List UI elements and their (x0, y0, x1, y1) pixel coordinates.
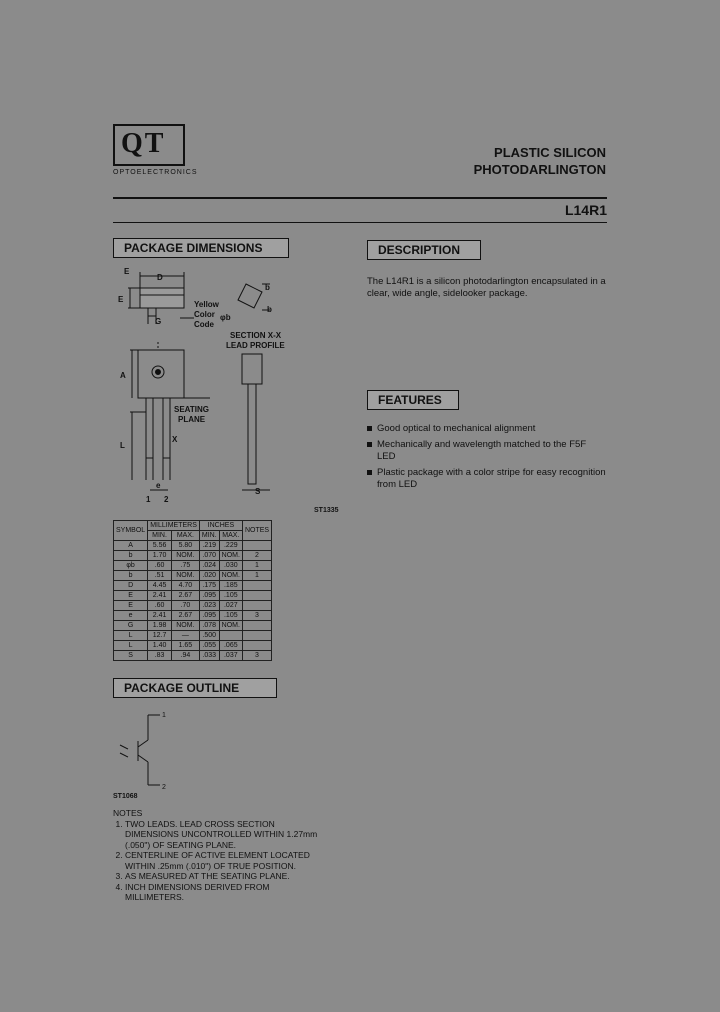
col-millimeters: MILLIMETERS (148, 521, 200, 531)
dim-label-e: e (156, 481, 161, 490)
table-cell: .105 (219, 611, 242, 621)
table-cell (242, 631, 271, 641)
col-inches: INCHES (199, 521, 242, 531)
table-cell: .030 (219, 561, 242, 571)
table-cell: b (114, 571, 148, 581)
header-rule (113, 197, 607, 199)
note-item: 2. CENTERLINE OF ACTIVE ELEMENT LOCATED WITHIN .25mm (.010") OF TRUE POSITION. (125, 850, 328, 871)
table-cell: NOM. (219, 571, 242, 581)
table-cell: 5.56 (148, 541, 172, 551)
table-cell: .105 (219, 591, 242, 601)
dim-label-phi-b: φb (220, 313, 231, 322)
table-cell: .70 (171, 601, 199, 611)
table-row (114, 651, 272, 661)
table-cell: .024 (199, 561, 219, 571)
table-row (114, 611, 272, 621)
sub-in-max: MAX. (219, 531, 242, 541)
table-cell: e (114, 611, 148, 621)
table-cell: 5.80 (171, 541, 199, 551)
dim-label-X: X (172, 435, 178, 444)
dim-label-G: G (155, 317, 162, 326)
title-line-2: PHOTODARLINGTON (473, 162, 606, 177)
logo-text: QT (121, 128, 166, 159)
table-cell: .055 (199, 641, 219, 651)
table-cell: 12.7 (148, 631, 172, 641)
features-heading: FEATURES (367, 390, 459, 410)
table-cell: .60 (148, 561, 172, 571)
pin-2-label: 2 (164, 495, 169, 504)
table-cell: .175 (199, 581, 219, 591)
dimension-table (113, 520, 272, 661)
description-text: The L14R1 is a silicon photodarlington encapsulated in a clear, wide angle, sidelooker package. (367, 276, 606, 299)
table-cell: 4.70 (171, 581, 199, 591)
company-logo (113, 124, 198, 180)
table-row (114, 631, 272, 641)
table-cell: NOM. (219, 551, 242, 561)
logo-mark (113, 124, 185, 166)
table-cell: NOM. (171, 571, 199, 581)
pin-1-label: 1 (146, 495, 151, 504)
table-cell (242, 601, 271, 611)
table-cell: 1.40 (148, 641, 172, 651)
notes-section (113, 808, 328, 903)
yellow-color-code-line-2: Color (194, 310, 215, 319)
notes-list (113, 819, 328, 903)
drawing-id-st1335: ST1335 (314, 507, 339, 514)
table-cell: .023 (199, 601, 219, 611)
table-cell: .020 (199, 571, 219, 581)
dim-label-E: E (118, 295, 124, 304)
table-cell: .500 (199, 631, 219, 641)
seating-plane-line-2: PLANE (178, 415, 206, 424)
yellow-color-code-line-3: Code (194, 320, 214, 329)
outline-pin-2: 2 (162, 784, 166, 791)
table-cell: .51 (148, 571, 172, 581)
table-cell: 1 (242, 561, 271, 571)
dim-label-L: L (120, 441, 125, 450)
note-item: 1. TWO LEADS. LEAD CROSS SECTION DIMENSIONS UNCONTROLLED WITHIN 1.27mm (.050") OF SEATING PLANE. (125, 819, 328, 851)
table-cell: L (114, 641, 148, 651)
feature-item: Good optical to mechanical alignment (367, 423, 607, 435)
dim-label-E1: E (124, 267, 130, 276)
sub-mm-max: MAX. (171, 531, 199, 541)
table-cell: .75 (171, 561, 199, 571)
table-cell: 2.41 (148, 591, 172, 601)
table-row (114, 581, 272, 591)
table-cell: L (114, 631, 148, 641)
dim-label-D: D (157, 273, 163, 282)
table-cell: .83 (148, 651, 172, 661)
description-heading: DESCRIPTION (367, 240, 481, 260)
table-cell (242, 641, 271, 651)
features-list (367, 423, 607, 495)
table-cell: .219 (199, 541, 219, 551)
col-symbol: SYMBOL (114, 521, 148, 541)
table-row (114, 561, 272, 571)
table-cell: 2.41 (148, 611, 172, 621)
table-row (114, 591, 272, 601)
table-cell: .095 (199, 591, 219, 601)
outline-pin-1: 1 (162, 712, 166, 719)
package-dimensions-heading: PACKAGE DIMENSIONS (113, 238, 289, 258)
table-cell: G (114, 621, 148, 631)
dimension-table-body (114, 541, 272, 661)
table-cell: 3 (242, 651, 271, 661)
table-cell: NOM. (171, 621, 199, 631)
table-cell: 2 (242, 551, 271, 561)
feature-item: Plastic package with a color stripe for easy recognition from LED (367, 467, 607, 491)
table-cell: E (114, 601, 148, 611)
dim-label-A: A (120, 371, 126, 380)
table-cell: S (114, 651, 148, 661)
table-cell (242, 541, 271, 551)
table-cell: NOM. (171, 551, 199, 561)
table-cell (242, 581, 271, 591)
dim-label-S: S (255, 487, 261, 496)
table-row (114, 541, 272, 551)
sub-mm-min: MIN. (148, 531, 172, 541)
table-cell: .065 (219, 641, 242, 651)
table-cell: .078 (199, 621, 219, 631)
table-cell: 3 (242, 611, 271, 621)
table-cell (219, 631, 242, 641)
table-cell: 4.45 (148, 581, 172, 591)
table-cell: b (114, 551, 148, 561)
table-cell: φb (114, 561, 148, 571)
table-cell: .037 (219, 651, 242, 661)
table-row (114, 621, 272, 631)
table-row (114, 551, 272, 561)
table-header-row (114, 521, 272, 531)
table-cell: NOM. (219, 621, 242, 631)
table-cell: 2.67 (171, 611, 199, 621)
table-row (114, 571, 272, 581)
lead-profile-label: LEAD PROFILE (226, 341, 285, 350)
note-item: 4. INCH DIMENSIONS DERIVED FROM MILLIMETERS. (125, 882, 328, 903)
table-cell: — (171, 631, 199, 641)
sub-in-min: MIN. (199, 531, 219, 541)
part-number: L14R1 (564, 202, 607, 218)
table-cell: 1 (242, 571, 271, 581)
feature-item: Mechanically and wavelength matched to the F5F LED (367, 439, 607, 463)
table-cell: 1.65 (171, 641, 199, 651)
table-cell: .94 (171, 651, 199, 661)
header-rule-2 (113, 222, 607, 223)
table-cell: 1.98 (148, 621, 172, 631)
table-cell: .027 (219, 601, 242, 611)
package-dimensions-drawing (110, 262, 350, 517)
table-row (114, 601, 272, 611)
product-title (474, 144, 606, 178)
dim-label-b1: b (265, 283, 270, 292)
table-cell (242, 621, 271, 631)
table-row (114, 641, 272, 651)
package-outline-heading: PACKAGE OUTLINE (113, 678, 277, 698)
table-cell: .070 (199, 551, 219, 561)
table-cell: 1.70 (148, 551, 172, 561)
title-line-1: PLASTIC SILICON (494, 145, 606, 160)
table-cell: .229 (219, 541, 242, 551)
dim-label-b2: b (267, 305, 272, 314)
table-cell: .033 (199, 651, 219, 661)
table-cell: .095 (199, 611, 219, 621)
col-notes: NOTES (242, 521, 271, 541)
table-cell: 2.67 (171, 591, 199, 601)
note-item: 3. AS MEASURED AT THE SEATING PLANE. (125, 871, 328, 882)
package-outline-schematic (110, 705, 200, 800)
table-cell: .60 (148, 601, 172, 611)
section-xx-label: SECTION X-X (230, 331, 282, 340)
logo-subtitle: OPTOELECTRONICS (113, 169, 198, 176)
table-cell (242, 591, 271, 601)
table-cell: A (114, 541, 148, 551)
table-cell: D (114, 581, 148, 591)
table-cell: .185 (219, 581, 242, 591)
drawing-id-st1068: ST1068 (113, 793, 138, 800)
yellow-color-code-line-1: Yellow (194, 300, 219, 309)
table-cell: E (114, 591, 148, 601)
seating-plane-line-1: SEATING (174, 405, 209, 414)
notes-heading: NOTES (113, 808, 143, 818)
